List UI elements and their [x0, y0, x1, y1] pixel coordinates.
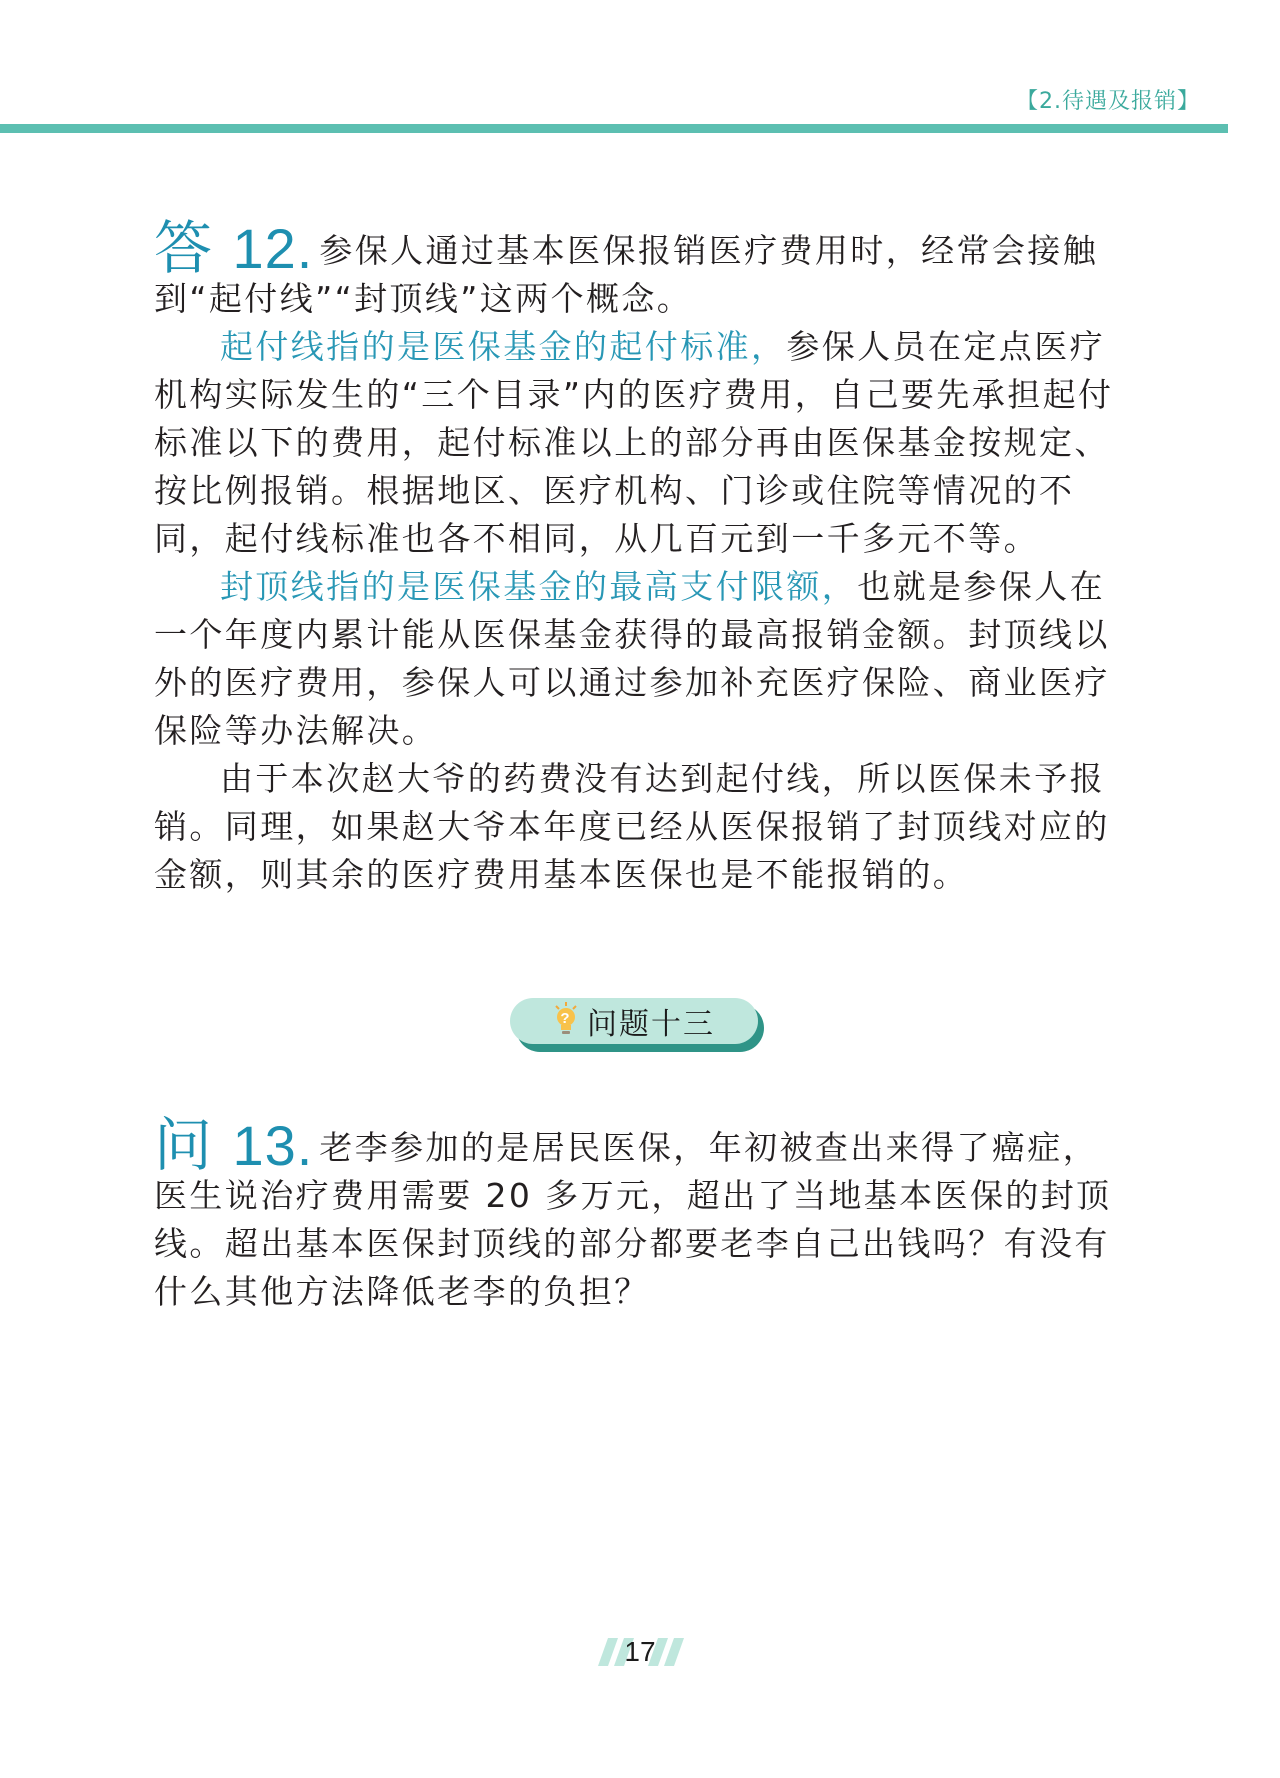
question-section-tag — [510, 998, 764, 1050]
answer-marker-char: 答 — [154, 214, 214, 282]
deductible-definition: 起付线指的是医保基金的起付标准， — [220, 327, 787, 366]
deductible-text: 参保人员在定点医疗机构实际发生的“三个目录”内的医疗费用，自己要先承担起付标准以下的费用，起付标准以上的部分再由医保基金按规定、按比例报销。根据地区、医疗机构、门诊或住院等情况的不同，起付线标准也各不相同，从几百元到一千多元不等。 — [154, 327, 1114, 558]
answer-number: 12. — [232, 217, 314, 280]
deductible-paragraph — [154, 323, 1126, 563]
answer-intro-paragraph — [154, 214, 1126, 323]
tag-label: 问题十三 — [587, 1007, 715, 1042]
header-divider — [0, 124, 1228, 133]
question-number: 13. — [232, 1114, 314, 1177]
lightbulb-question-icon — [553, 1002, 579, 1044]
cap-definition: 封顶线指的是医保基金的最高支付限额， — [220, 567, 858, 606]
question-block — [154, 1111, 1126, 1316]
cap-text: 也就是参保人在一个年度内累计能从医保基金获得的最高报销金额。封顶线以外的医疗费用，参保人可以通过参加补充医疗保险、商业医疗保险等办法解决。 — [154, 567, 1110, 750]
tag-pill — [510, 998, 758, 1044]
question-marker — [154, 1111, 313, 1179]
page-number: 17 — [624, 1636, 656, 1667]
answer-intro-text: 参保人通过基本医保报销医疗费用时，经常会接触到“起付线”“封顶线”这两个概念。 — [154, 231, 1099, 318]
conclusion-paragraph: 由于本次赵大爷的药费没有达到起付线，所以医保未予报销。同理，如果赵大爷本年度已经从医保报销了封顶线对应的金额，则其余的医疗费用基本医保也是不能报销的。 — [154, 759, 1110, 894]
page-footer — [588, 1636, 692, 1668]
question-paragraph — [154, 1111, 1126, 1316]
answer-marker — [154, 214, 313, 282]
cap-paragraph — [154, 563, 1126, 755]
question-marker-char: 问 — [154, 1111, 214, 1179]
answer-block — [154, 214, 1126, 899]
section-label: 【2.待遇及报销】 — [1016, 89, 1200, 114]
svg-text:?: ? — [560, 1010, 572, 1027]
question-text: 老李参加的是居民医保，年初被查出来得了癌症，医生说治疗费用需要 20 多万元，超出了当地基本医保的封顶线。超出基本医保封顶线的部分都要老李自己出钱吗？有没有什么其他方法降低老李的负担？ — [154, 1128, 1112, 1311]
